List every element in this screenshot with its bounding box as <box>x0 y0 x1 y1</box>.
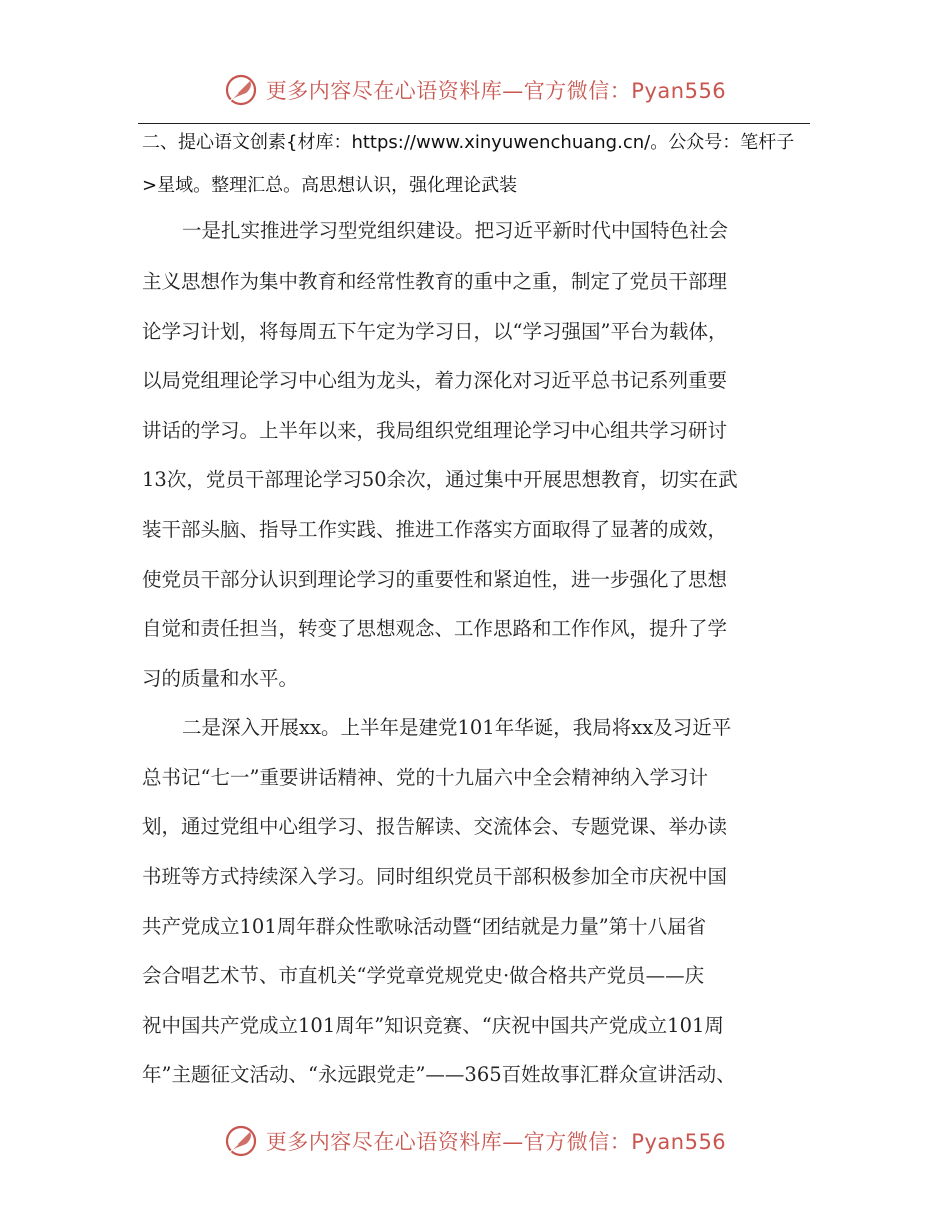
paragraph-line: 二是深入开展xx。上半年是建党101年华诞，我局将xx及习近平 <box>182 716 732 739</box>
paragraph-line: 讲话的学习。上半年以来，我局组织党组理论学习中心组共学习研讨 <box>142 419 728 442</box>
footer-banner <box>0 1121 950 1161</box>
section-heading-line: 二、提心语文创素{材库：https://www.xinyuwenchuang.cn/。公众号：笔杆子 <box>142 132 795 153</box>
paragraph-line: 会合唱艺术节、市直机关“学党章党规党史·做合格共产党员——庆 <box>142 964 705 987</box>
header-divider <box>138 123 810 124</box>
paragraph-line: 祝中国共产党成立101周年”知识竞赛、“庆祝中国共产党成立101周 <box>142 1014 724 1037</box>
banner-text: 更多内容尽在心语资料库—官方微信：Pyan556 <box>265 79 727 103</box>
paragraph-line: 以局党组理论学习中心组为龙头，着力深化对习近平总书记系列重要 <box>142 369 728 392</box>
paragraph-line: 装干部头脑、指导工作实践、推进工作落实方面取得了显著的成效， <box>142 518 728 541</box>
banner-text: 更多内容尽在心语资料库—官方微信：Pyan556 <box>265 1130 727 1154</box>
paragraph-line: 划，通过党组中心组学习、报告解读、交流体会、专题党课、举办读 <box>142 815 728 838</box>
paragraph-line: 书班等方式持续深入学习。同时组织党员干部积极参加全市庆祝中国 <box>142 865 728 888</box>
paragraph-line: 习的质量和水平。 <box>142 667 299 690</box>
paragraph-line: 主义思想作为集中教育和经常性教育的重中之重，制定了党员干部理 <box>142 270 728 293</box>
paragraph-line: 使党员干部分认识到理论学习的重要性和紧迫性，进一步强化了思想 <box>142 568 728 591</box>
quill-logo-icon <box>224 1124 258 1158</box>
paragraph-line: 一是扎实推进学习型党组织建设。把习近平新时代中国特色社会 <box>182 219 729 242</box>
paragraph-line: 13次，党员干部理论学习50余次，通过集中开展思想教育，切实在武 <box>142 468 738 491</box>
header-banner <box>0 70 950 110</box>
paragraph-line: 年”主题征文活动、“永远跟党走”——365百姓故事汇群众宣讲活动、 <box>142 1063 736 1086</box>
section-heading-line: >星域。整理汇总。高思想认识，强化理论武装 <box>142 175 518 196</box>
paragraph-line: 共产党成立101周年群众性歌咏活动暨“团结就是力量”第十八届省 <box>142 915 707 938</box>
paragraph-line: 论学习计划，将每周五下午定为学习日，以“学习强国”平台为载体， <box>142 320 728 343</box>
paragraph-line: 总书记“七一”重要讲话精神、党的十九届六中全会精神纳入学习计 <box>142 766 708 789</box>
paragraph-line: 自觉和责任担当，转变了思想观念、工作思路和工作作风，提升了学 <box>142 617 728 640</box>
quill-logo-icon <box>224 73 258 107</box>
